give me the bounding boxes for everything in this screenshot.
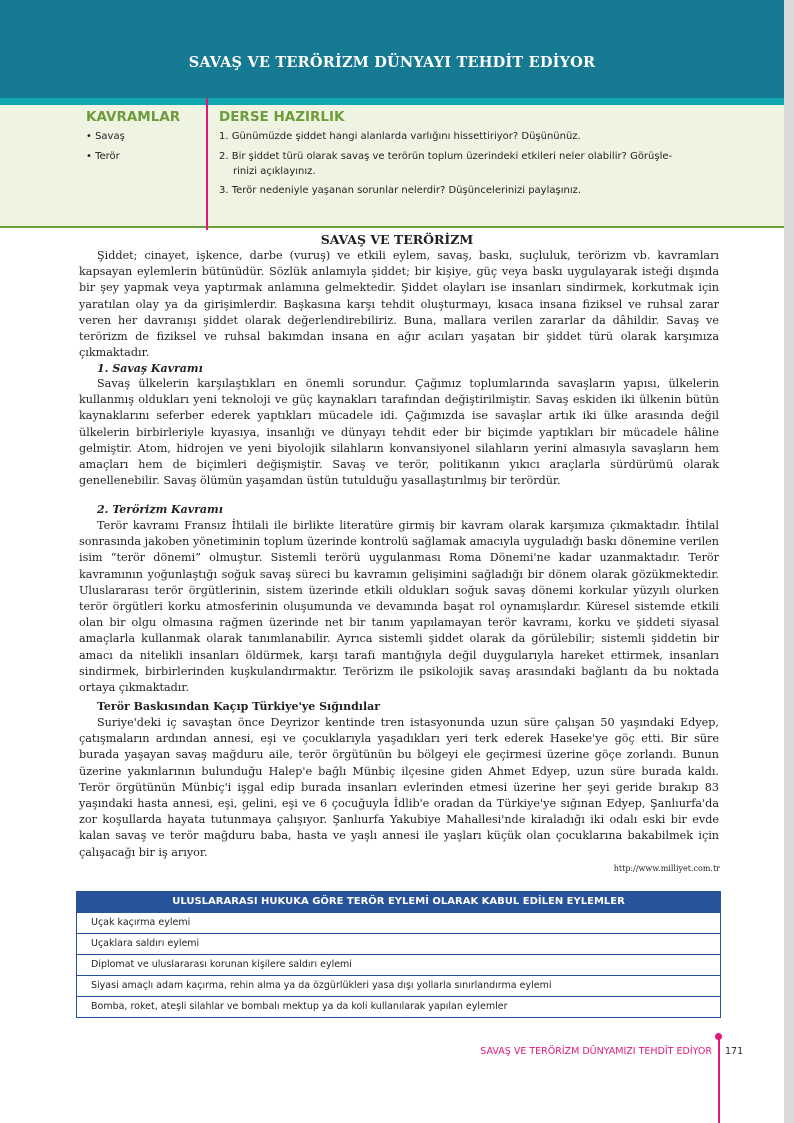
vertical-divider xyxy=(206,98,208,230)
article-title: SAVAŞ VE TERÖRİZM xyxy=(320,232,474,247)
section-3-paragraph xyxy=(79,715,719,861)
table-row: Siyasi amaçlı adam kaçırma, rehin alma ya da özgürlükleri yasa dışı yollarla sınırlandırma eylemi xyxy=(77,975,720,996)
section-2-paragraph xyxy=(79,518,719,696)
concept-item-teror: • Terör xyxy=(86,151,120,162)
table-row: Diplomat ve uluslararası korunan kişilere saldırı eylemi xyxy=(77,954,720,975)
page-number: 171 xyxy=(725,1046,744,1057)
page-title: SAVAŞ VE TERÖRİZM DÜNYAYI TEHDİT EDİYOR xyxy=(188,54,596,71)
prep-question-2 xyxy=(219,150,719,179)
lesson-prep-title: DERSE HAZIRLIK xyxy=(219,109,345,125)
source-citation: http://www.milliyet.com.tr xyxy=(613,864,720,873)
section-3-heading: Terör Baskısından Kaçıp Türkiye'ye Sığındılar xyxy=(97,700,381,713)
footer-unit-title: SAVAŞ VE TERÖRİZM DÜNYAMIZI TEHDİT EDİYOR xyxy=(480,1046,712,1057)
section-1-paragraph xyxy=(79,376,719,489)
section-1-text: Savaş ülkelerin karşılaştıkları en önemli sorundur. Çağımız toplumlarında savaşların yapısı, ülkelerin kullanmış oldukları yeni teknoloji ve güç kaynakları tarafından değiştirilmiştir. Savaş eskiden iki ülkenin bütün kaynaklarını seferber ederek yaptıkları mücadele idi. Çağımızda ise savaşlar artık iki ülke arasında değil ülkelerin birbirleriyle kıyasıya, insanlığı ve dünyayı tehdit eder bir biçimde yaptıkları bir mücadele hâline gelmiştir. Atom, hidrojen ve yeni biyolojik silahların konvansiyonel silahların yerini almasıyla savaşların hem amaçları hem de biçimleri değişmiştir. Savaş ve terör, politikanın yıkıcı araçlarla sürdürümü olarak genellenebilir. Savaş ölümün yaşamdan üstün tutulduğu yasallaştırılmış bir terördür. xyxy=(79,377,719,488)
table-header: ULUSLARARASI HUKUKA GÖRE TERÖR EYLEMİ OLARAK KABUL EDİLEN EYLEMLER xyxy=(77,892,720,912)
footer-dot-marker xyxy=(715,1033,722,1040)
terror-acts-table xyxy=(76,891,721,1018)
prep-question-1: 1. Günümüzde şiddet hangi alanlarda varlığını hissettiriyor? Düşününüz. xyxy=(219,131,581,142)
prep-question-3: 3. Terör nedeniyle yaşanan sorunlar nelerdir? Düşüncelerinizi paylaşınız. xyxy=(219,185,582,196)
section-2-heading: 2. Terörizm Kavramı xyxy=(97,503,223,516)
header-banner xyxy=(0,0,784,98)
table-row: Uçaklara saldırı eylemi xyxy=(77,933,720,954)
section-3-text: Suriye'deki iç savaştan önce Deyrizor kentinde tren istasyonunda uzun süre çalışan 50 yaşındaki Edyep, çatışmaların ardından annesi, eşi ve çocuklarıyla yaşadıkları yeri terk ederek Haseke'ye göç etti. Bir süre burada yaşayan savaş mağduru aile, terör örgütünün bu bölgeyi ele geçirmesi üzerine göçe zorlandı. Bunun üzerine yakınlarının bulunduğu Halep'e bağlı Münbiç ilçesine giden Ahmet Edyep, uzun süre burada kaldı. Terör örgütünün Münbiç'i işgal edip burada insanları evlerinden etmesi üzerine her şeyi geride bırakıp 83 yaşındaki hasta annesi, eşi, gelini, eşi ve 6 çocuğuyla İdlib'e oradan da Türkiye'ye sığınan Edyep, Şanlıurfa'da zor koşullarda hayata tutunmaya çalışıyor. Şanlıurfa Yakubiye Mahallesi'nde kiraladığı iki odalı eski bir evde kalan savaş ve terör mağduru baba, hasta ve yaşlı annesi ile yaşları küçük olan çocuklarına bakabilmek için çalışacağı bir iş arıyor. xyxy=(79,716,719,859)
page-edge xyxy=(784,0,794,1123)
concept-item-savas: • Savaş xyxy=(86,131,125,142)
table-row: Uçak kaçırma eylemi xyxy=(77,912,720,933)
intro-text: Şiddet; cinayet, işkence, darbe (vuruş) ve etkili eylem, savaş, baskı, suçluluk, terörizm vb. kavramları kapsayan eylemlerin bütünüdür. Sözlük anlamıyla şiddet; bir kişiye, güç veya baskı uygulayarak isteği dışında bir şey yapmak veya yaptırmak anlamına gelmektedir. Şiddet olayları ise insanları sindirmek, korkutmak için yaratılan olay ya da girişimlerdir. Başkasına karşı tehdit oluşturmayı, kısaca insana fiziksel ve ruhsal zarar veren her davranışı şiddet olarak değerlendirebiliriz. Buna, mallara verilen zararlar da dâhildir. Savaş ve terörizm de fiziksel ve ruhsal bakımdan insana en ağır acıları yaşatan bir şiddet türü olarak karşımıza çıkmaktadır. xyxy=(79,249,719,360)
prep-question-2-line1: 2. Bir şiddet türü olarak savaş ve terörün toplum üzerindeki etkileri neler olabilir? Görüşle- xyxy=(219,151,673,162)
table-row: Bomba, roket, ateşli silahlar ve bombalı mektup ya da koli kullanılarak yapılan eylemler xyxy=(77,996,720,1017)
header-accent-line xyxy=(0,98,784,105)
prep-question-2-line2: rinizi açıklayınız. xyxy=(233,165,316,177)
concepts-title: KAVRAMLAR xyxy=(86,109,181,125)
footer-divider xyxy=(718,1036,720,1123)
preparation-divider xyxy=(0,226,784,228)
section-2-text: Terör kavramı Fransız İhtilali ile birlikte literatüre girmiş bir kavram olarak karşımıza çıkmaktadır. İhtilal sonrasında jakoben yönetiminin toplum üzerinde kontrolü sağlamak amacıyla uyguladığı baskı dönemine verilen isim “terör dönemi” olmuştur. Sistemli terörü uygulanması Roma Dönemi'ne kadar uzanmaktadır. Terör kavramının yoğunlaştığı soğuk savaş süreci bu kavramın gelişimini sağladığı bir dönem olarak gözükmektedir. Uluslararası terör örgütlerinin, sistem üzerinde etkili oldukları soğuk savaş dönemi korkular yüzyılı olurken terör örgütleri korku atmosferinin oluşumunda ve devamında başat rol oynamışlardır. Küresel sistemde etkili olan bir olgu olmasına rağmen üzerinde net bir tanım yapılamayan terör kavramı, korku ve şiddeti siyasal amaçlarla kullanmak olarak tanımlanabilir. Ayrıca sistemli şiddet olarak da görülebilir; sistemli şiddetin bir amacı da nitelikli insanları öldürmek, karşı tarafı mantığıyla değil duygularıyla hareket ettirmek, insanları sindirmek, birbirlerinden kuşkulandırmaktır. Terörizm ile psikolojik savaş arasındaki bağlantı da bu noktada ortaya çıkmaktadır. xyxy=(79,519,719,695)
section-1-heading: 1. Savaş Kavramı xyxy=(97,362,203,375)
intro-paragraph xyxy=(79,248,719,361)
